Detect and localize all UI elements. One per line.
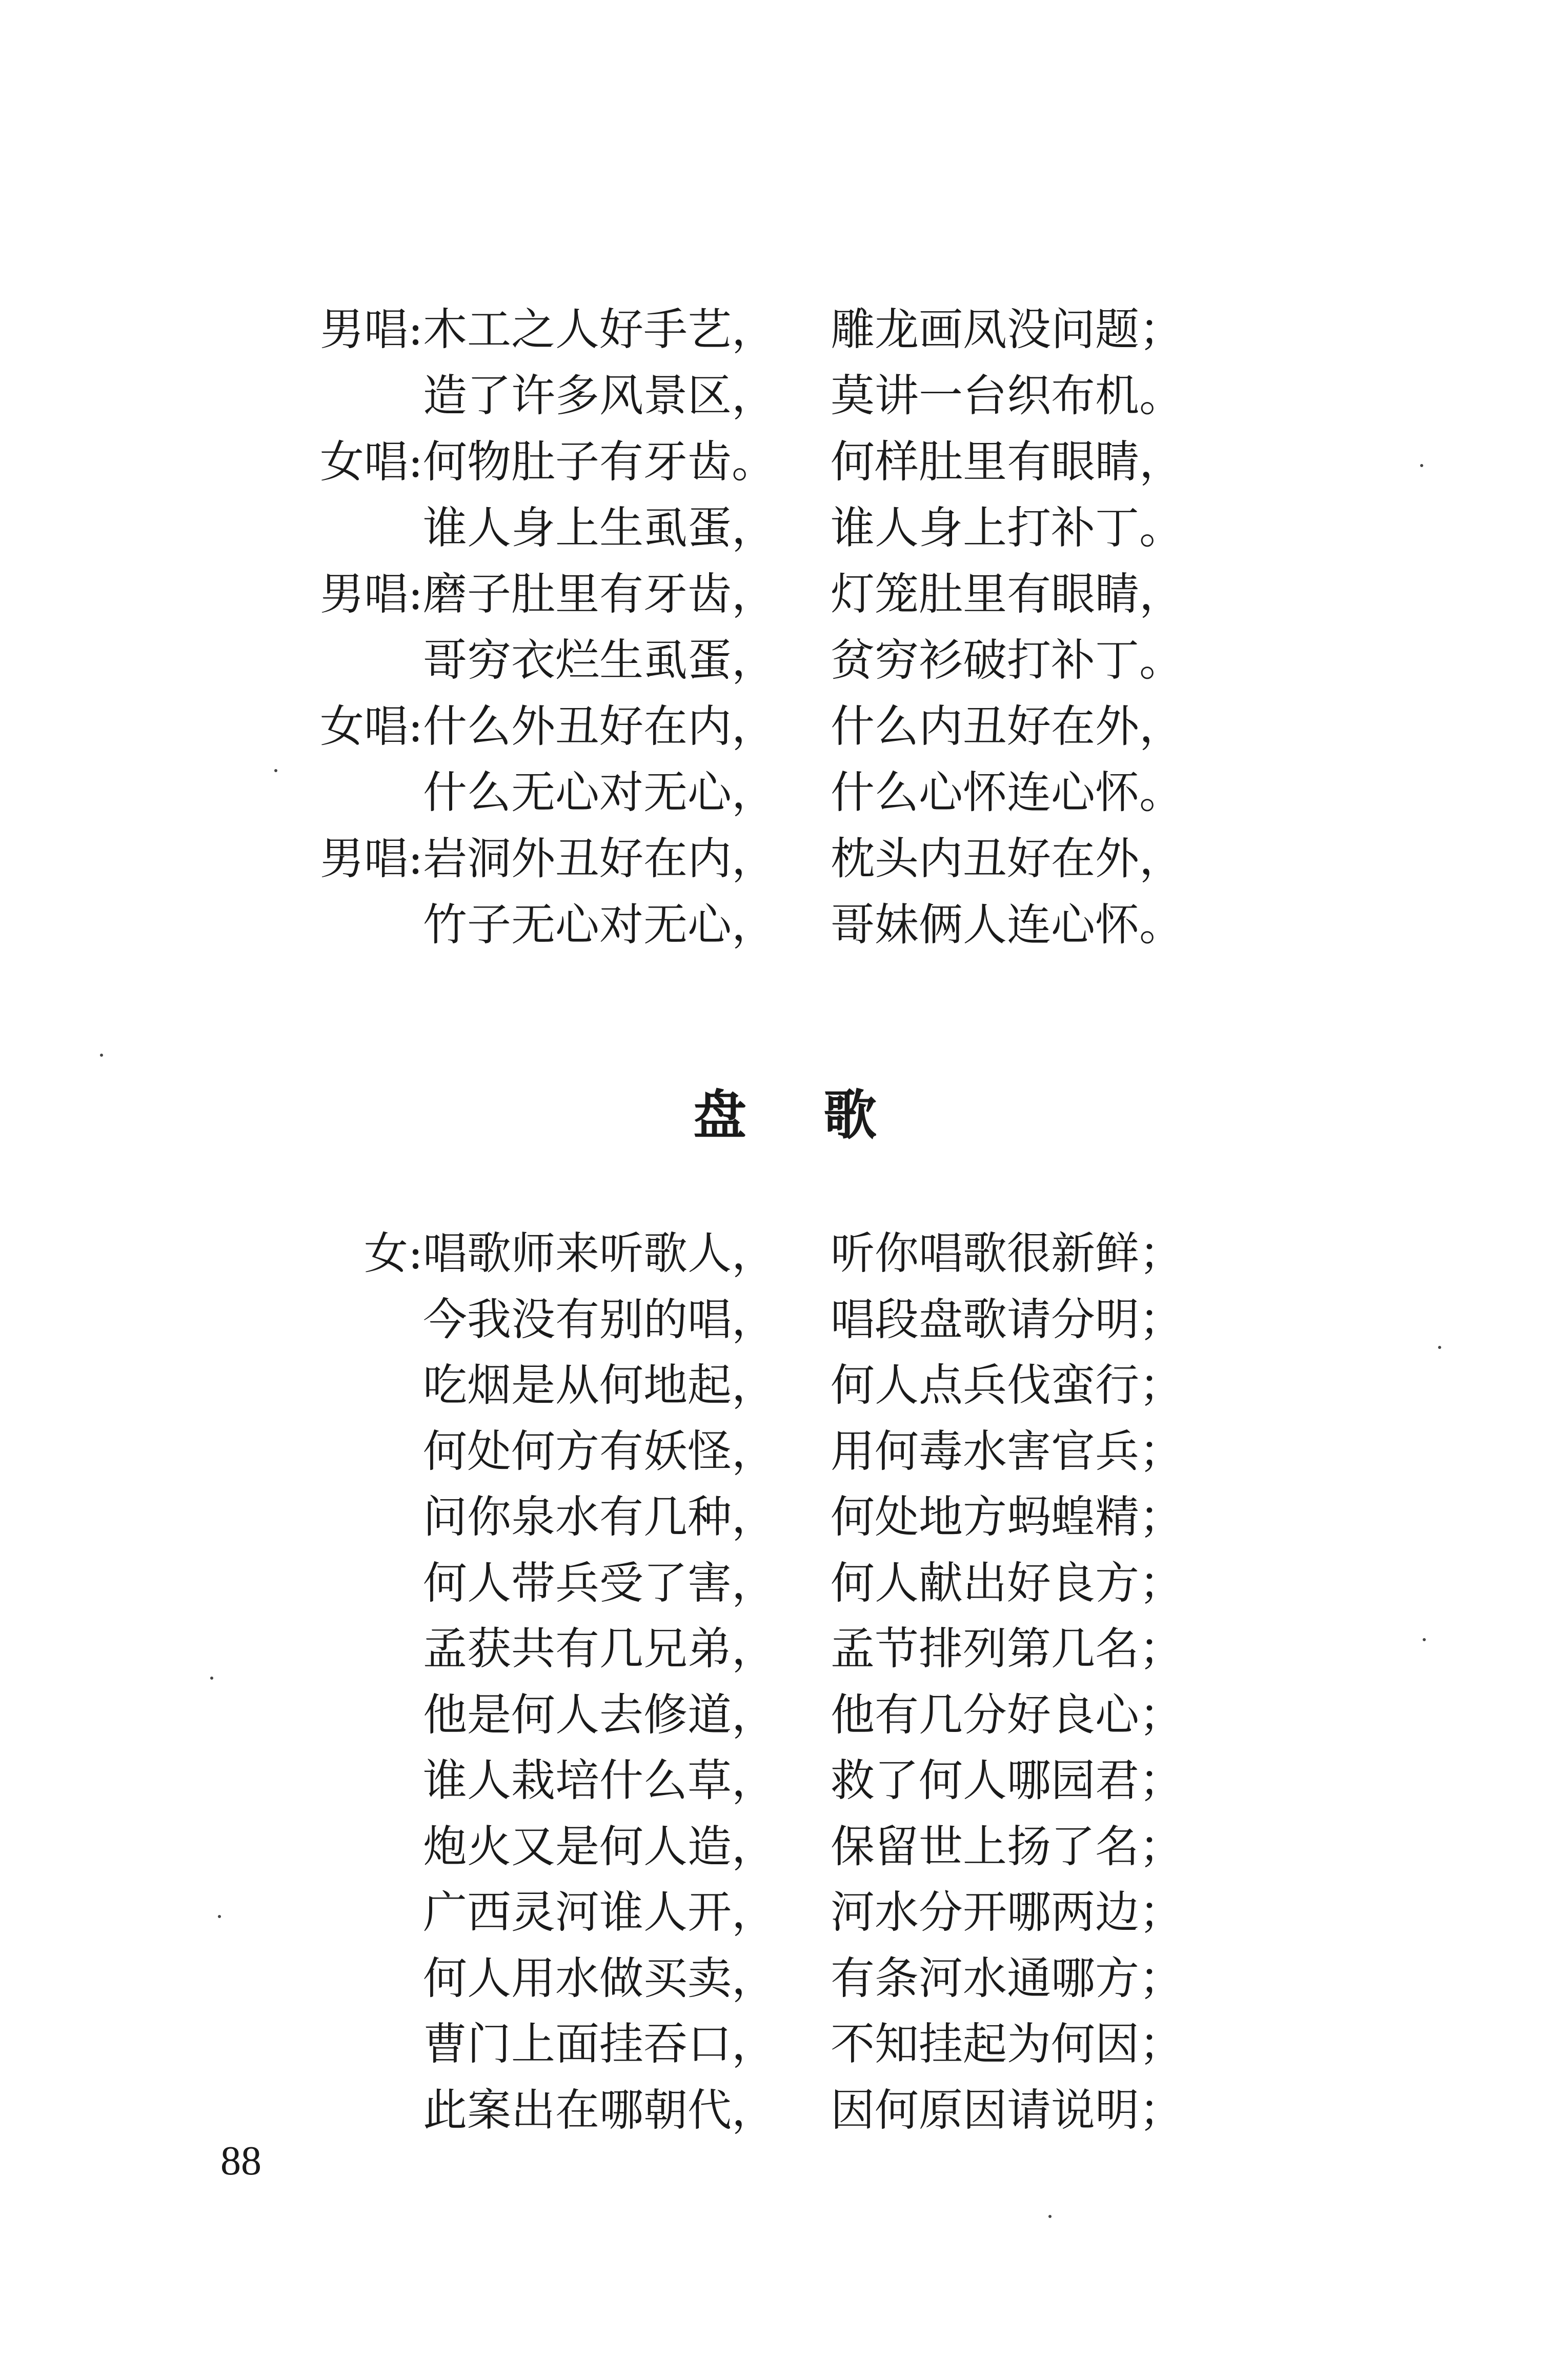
verse-first-half: 哥穷衣烂生虱蛋， <box>423 635 776 686</box>
verse-line <box>0 1948 1556 2009</box>
verse-line <box>0 1882 1556 1943</box>
speaker-label: 女: <box>364 1228 423 1279</box>
verse-second-half: 河水分开哪两边； <box>831 1887 1183 1938</box>
verse-second-half: 因何原因请说明； <box>831 2084 1183 2136</box>
verse-second-half: 何处地方蚂蝗精； <box>831 1491 1183 1543</box>
verse-second-half: 何人点兵伐蛮行； <box>831 1360 1183 1411</box>
verse-first-half: 曹门上面挂吞口， <box>423 2019 776 2070</box>
verse-line <box>0 1750 1556 1811</box>
verse-second-half: 枕头内丑好在外， <box>831 833 1183 884</box>
verse-first-half: 炮火又是何人造， <box>423 1821 776 1872</box>
speck <box>218 1915 221 1918</box>
verse-line <box>0 1355 1556 1416</box>
verse-first-half: 岩洞外丑好在内， <box>423 833 776 884</box>
verse-line <box>0 563 1556 625</box>
verse-line <box>0 1684 1556 1746</box>
verse-second-half: 什么心怀连心怀。 <box>831 767 1183 818</box>
verse-line <box>0 1618 1556 1680</box>
verse-second-half: 唱段盘歌请分明； <box>831 1294 1183 1345</box>
verse-line <box>0 1552 1556 1614</box>
verse-first-half: 什么无心对无心， <box>423 767 776 818</box>
verse-line <box>0 1816 1556 1878</box>
verse-first-half: 何人用水做买卖， <box>423 1952 776 2004</box>
verse-second-half: 用何毒水害官兵； <box>831 1425 1183 1477</box>
speck <box>274 769 277 772</box>
verse-first-half: 木工之人好手艺， <box>423 304 776 355</box>
speaker-label: 男唱: <box>320 569 423 620</box>
verse-first-half: 今我没有别的唱， <box>423 1294 776 1345</box>
verse-line <box>0 2013 1556 2075</box>
verse-line <box>0 2080 1556 2141</box>
song-title: 盘歌 <box>693 1083 954 1146</box>
page-number: 88 <box>220 2139 261 2184</box>
verse-second-half: 孟节排列第几名； <box>831 1623 1183 1675</box>
verse-line <box>0 1223 1556 1284</box>
speck <box>100 1054 103 1057</box>
verse-first-half: 何物肚子有牙齿。 <box>423 436 776 488</box>
verse-second-half: 何人献出好良方； <box>831 1557 1183 1609</box>
verse-line <box>0 1421 1556 1482</box>
verse-first-half: 谁人身上生虱蛋， <box>423 502 776 554</box>
verse-second-half: 有条河水通哪方； <box>831 1952 1183 2004</box>
speck <box>1420 464 1423 467</box>
verse-second-half: 贫穷衫破打补丁。 <box>831 635 1183 686</box>
verse-first-half: 问你泉水有几种， <box>423 1491 776 1543</box>
speck <box>1048 2215 1052 2218</box>
speaker-label: 女唱: <box>320 701 423 752</box>
verse-line <box>0 630 1556 691</box>
speck <box>1423 1638 1426 1641</box>
speck <box>1438 1346 1441 1349</box>
verse-line <box>0 365 1556 427</box>
speck <box>210 1677 213 1680</box>
verse-line <box>0 696 1556 757</box>
verse-line <box>0 1289 1556 1350</box>
verse-second-half: 莫讲一台织布机。 <box>831 370 1183 421</box>
verse-second-half: 保留世上扬了名； <box>831 1821 1183 1872</box>
verse-second-half: 谁人身上打补丁。 <box>831 502 1183 554</box>
verse-first-half: 什么外丑好在内， <box>423 701 776 752</box>
verse-first-half: 磨子肚里有牙齿， <box>423 569 776 620</box>
verse-first-half: 此案出在哪朝代， <box>423 2084 776 2136</box>
verse-line <box>0 497 1556 559</box>
verse-first-half: 竹子无心对无心， <box>423 899 776 951</box>
verse-second-half: 何样肚里有眼睛， <box>831 436 1183 488</box>
verse-second-half: 他有几分好良心； <box>831 1689 1183 1741</box>
verse-line <box>0 762 1556 823</box>
verse-first-half: 广西灵河谁人开， <box>423 1887 776 1938</box>
verse-second-half: 救了何人哪园君； <box>831 1755 1183 1806</box>
verse-second-half: 听你唱歌很新鲜； <box>831 1228 1183 1279</box>
verse-line <box>0 1486 1556 1548</box>
verse-first-half: 他是何人去修道， <box>423 1689 776 1741</box>
speaker-label: 男唱: <box>320 833 423 884</box>
verse-second-half: 什么内丑好在外， <box>831 701 1183 752</box>
verse-first-half: 何人带兵受了害， <box>423 1557 776 1609</box>
verse-line <box>0 299 1556 360</box>
verse-line <box>0 894 1556 956</box>
verse-second-half: 哥妹俩人连心怀。 <box>831 899 1183 951</box>
verse-second-half: 雕龙画凤没问题； <box>831 304 1183 355</box>
verse-first-half: 唱歌师来听歌人， <box>423 1228 776 1279</box>
verse-second-half: 灯笼肚里有眼睛， <box>831 569 1183 620</box>
speaker-label: 女唱: <box>320 436 423 488</box>
verse-first-half: 何处何方有妖怪， <box>423 1425 776 1477</box>
verse-first-half: 造了许多风景区， <box>423 370 776 421</box>
verse-line <box>0 828 1556 890</box>
speaker-label: 男唱: <box>320 304 423 355</box>
verse-first-half: 吃烟是从何地起， <box>423 1360 776 1411</box>
verse-line <box>0 431 1556 493</box>
verse-first-half: 孟获共有几兄弟， <box>423 1623 776 1675</box>
verse-second-half: 不知挂起为何因； <box>831 2019 1183 2070</box>
verse-first-half: 谁人栽培什么草， <box>423 1755 776 1806</box>
